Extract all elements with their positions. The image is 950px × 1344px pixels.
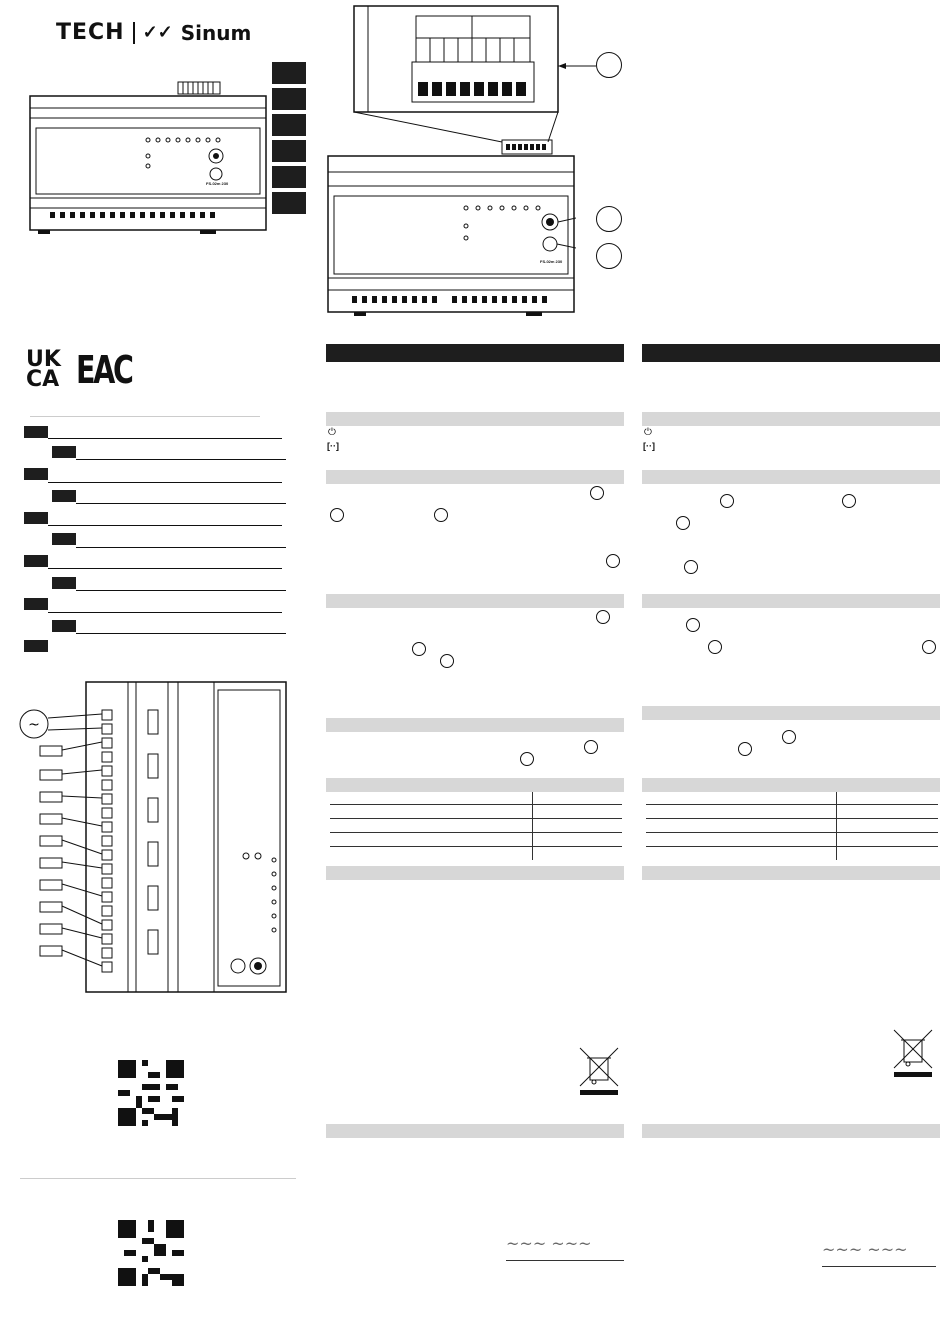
toc-line <box>76 459 286 460</box>
ukca-bottom: CA <box>26 367 60 392</box>
lang-tab <box>272 88 306 110</box>
section-subheader <box>326 778 624 792</box>
section-subheader <box>642 706 940 720</box>
callout-3 <box>596 243 622 269</box>
callout-ref <box>842 494 856 508</box>
toc-line <box>48 482 282 483</box>
toc-line <box>76 590 286 591</box>
table-line <box>646 804 938 805</box>
toc-marker <box>52 490 76 502</box>
power-icon: ⏻ <box>328 427 336 438</box>
eac-mark: EAC <box>76 348 132 392</box>
section-subheader <box>326 594 624 608</box>
table-line <box>646 846 938 847</box>
tech-logo-text: TECH <box>56 20 125 45</box>
table-divider <box>836 792 837 860</box>
device-model-large: FS-02m 230 <box>540 259 563 264</box>
toc-line <box>48 568 282 569</box>
callout-ref <box>686 618 700 632</box>
callout-ref <box>440 654 454 668</box>
callout-ref <box>412 642 426 656</box>
column-right <box>642 344 940 1264</box>
device-model-small: FS-02m 230 <box>206 181 229 186</box>
lang-tab <box>272 140 306 162</box>
toc-line <box>48 438 282 439</box>
sinum-logo-text: Sinum <box>180 20 252 45</box>
power-icon: ⏻ <box>644 427 652 438</box>
ukca-top: UK <box>26 347 61 372</box>
section-subheader <box>642 412 940 426</box>
table-line <box>330 818 622 819</box>
callout-ref <box>596 610 610 624</box>
callout-ref <box>782 730 796 744</box>
callout-ref <box>434 508 448 522</box>
toc-marker <box>24 426 48 438</box>
section-subheader <box>326 718 624 732</box>
callout-ref <box>684 560 698 574</box>
toc-marker <box>52 446 76 458</box>
table-divider <box>532 792 533 860</box>
toc-marker <box>52 577 76 589</box>
section-subheader <box>642 594 940 608</box>
section-subheader <box>326 1124 624 1138</box>
callout-ref <box>708 640 722 654</box>
section-subheader <box>642 1124 940 1138</box>
column-left <box>326 344 624 1264</box>
callout-ref <box>606 554 620 568</box>
lang-tab <box>272 62 306 84</box>
toc-line <box>76 503 286 504</box>
section-subheader <box>326 412 624 426</box>
section-subheader <box>642 778 940 792</box>
toc-line <box>76 547 286 548</box>
callout-1 <box>596 52 622 78</box>
lang-tab <box>272 192 306 214</box>
logo-separator <box>133 22 135 44</box>
table-line <box>646 832 938 833</box>
section-subheader <box>642 866 940 880</box>
sinum-logo-icon: ✓✓ <box>142 22 173 42</box>
callout-ref <box>590 486 604 500</box>
toc-line <box>48 612 282 613</box>
section-subheader <box>326 470 624 484</box>
signature: ~~~ ~~~ <box>506 1234 624 1261</box>
callout-ref <box>738 742 752 756</box>
callout-ref <box>330 508 344 522</box>
toc-line <box>48 525 282 526</box>
svg-text:~: ~ <box>28 717 40 733</box>
lang-tab <box>272 114 306 136</box>
table-line <box>646 818 938 819</box>
section-subheader <box>642 470 940 484</box>
toc-marker <box>24 640 48 652</box>
crossed-bin-icon <box>578 1046 620 1096</box>
callout-ref <box>584 740 598 754</box>
divider <box>30 416 260 417</box>
device-drawing-small <box>28 78 268 238</box>
divider <box>20 1178 296 1179</box>
network-icon: [··] <box>643 441 655 451</box>
table-line <box>330 804 622 805</box>
wiring-diagram <box>18 680 290 996</box>
table-line <box>330 832 622 833</box>
device-drawing-large <box>326 138 576 318</box>
toc-marker <box>24 512 48 524</box>
brand-logo <box>56 20 251 45</box>
callout-2 <box>596 206 622 232</box>
section-header <box>326 344 624 362</box>
toc-marker <box>52 620 76 632</box>
ukca-mark <box>26 347 61 392</box>
toc-marker <box>24 555 48 567</box>
signature: ~~~ ~~~ <box>822 1240 936 1267</box>
lang-tab <box>272 166 306 188</box>
toc-marker <box>24 598 48 610</box>
callout-ref <box>520 752 534 766</box>
toc-line <box>76 633 286 634</box>
callout-ref <box>922 640 936 654</box>
section-subheader <box>326 866 624 880</box>
callout-ref <box>720 494 734 508</box>
table-of-contents <box>24 426 288 658</box>
network-icon: [··] <box>327 441 339 451</box>
callout-ref <box>676 516 690 530</box>
crossed-bin-icon <box>892 1028 934 1078</box>
table-line <box>330 846 622 847</box>
qr-code <box>118 1060 184 1126</box>
section-header <box>642 344 940 362</box>
toc-marker <box>24 468 48 480</box>
toc-marker <box>52 533 76 545</box>
qr-code <box>118 1220 184 1286</box>
language-tabs <box>272 62 306 214</box>
